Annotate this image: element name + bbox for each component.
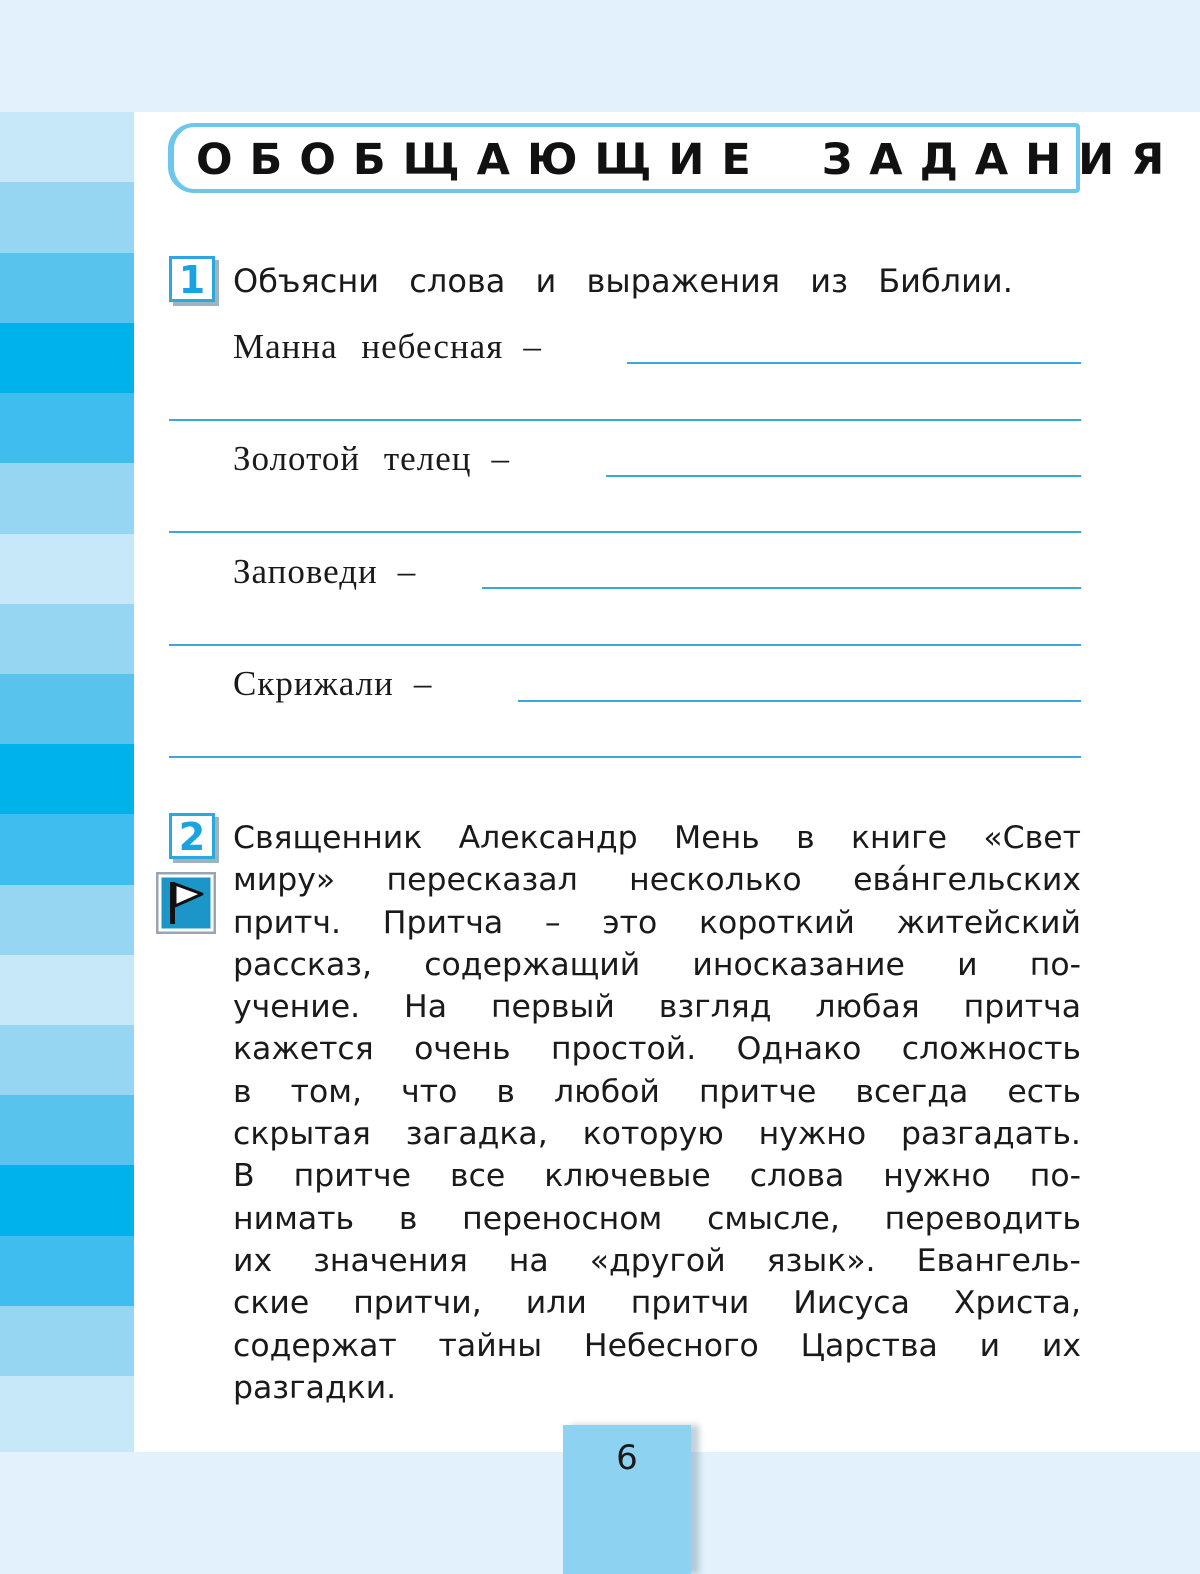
term-golden-calf bbox=[233, 439, 510, 479]
margin-stripes bbox=[0, 112, 134, 1452]
word: первый bbox=[490, 989, 615, 1026]
answer-line[interactable] bbox=[627, 362, 1081, 364]
word: что bbox=[401, 1073, 458, 1110]
word: нужно bbox=[758, 1116, 867, 1153]
word: тайны bbox=[438, 1327, 543, 1364]
answer-line[interactable] bbox=[518, 700, 1081, 702]
term-label: Манна небесная bbox=[233, 327, 504, 366]
word: любая bbox=[815, 989, 920, 1026]
text-line bbox=[233, 1028, 1081, 1070]
word: в bbox=[398, 1200, 418, 1237]
text-line bbox=[233, 1155, 1081, 1197]
word: очень bbox=[414, 1031, 511, 1068]
word: любой bbox=[554, 1073, 660, 1110]
word: язык». bbox=[766, 1242, 876, 1279]
word: Притча bbox=[382, 904, 504, 941]
answer-line[interactable] bbox=[169, 419, 1081, 421]
word: на bbox=[508, 1242, 549, 1279]
answer-line[interactable] bbox=[169, 644, 1081, 646]
word: Иисуса bbox=[793, 1285, 910, 1322]
word: сложность bbox=[901, 1031, 1081, 1068]
word: это bbox=[602, 904, 658, 941]
word: Христа, bbox=[953, 1285, 1081, 1322]
word: разгадать. bbox=[901, 1116, 1081, 1153]
word: их bbox=[233, 1242, 273, 1279]
word: или bbox=[525, 1285, 587, 1322]
word: «другой bbox=[589, 1242, 726, 1279]
term-commandments bbox=[233, 552, 416, 592]
word: пересказал bbox=[386, 862, 578, 899]
word: Однако bbox=[736, 1031, 862, 1068]
word: В bbox=[233, 1158, 255, 1195]
task-number-1: 1 bbox=[169, 256, 215, 302]
word: Небесного bbox=[583, 1327, 759, 1364]
word: На bbox=[404, 989, 448, 1026]
word: – bbox=[544, 904, 561, 941]
answer-line[interactable] bbox=[482, 587, 1081, 589]
flag-icon bbox=[156, 872, 216, 934]
text-line bbox=[233, 817, 1081, 859]
word: в bbox=[796, 820, 815, 856]
word: ключевые bbox=[544, 1158, 711, 1195]
word: Царства bbox=[800, 1327, 938, 1364]
word: взгляд bbox=[658, 989, 772, 1026]
task2-text bbox=[233, 817, 1081, 1409]
word: скрытая bbox=[233, 1116, 371, 1153]
word: в bbox=[233, 1073, 252, 1110]
text-line bbox=[233, 986, 1081, 1028]
text-line bbox=[233, 902, 1081, 944]
word: и bbox=[979, 1327, 1001, 1364]
word: все bbox=[450, 1158, 506, 1195]
word: Евангель- bbox=[916, 1242, 1081, 1279]
term-label: Скрижали bbox=[233, 664, 394, 703]
term-dash: – bbox=[523, 327, 542, 366]
word: рассказ, bbox=[233, 946, 373, 983]
word: несколько bbox=[629, 862, 802, 899]
text-line bbox=[233, 1282, 1081, 1324]
text-line bbox=[233, 1071, 1081, 1113]
term-manna bbox=[233, 327, 542, 367]
word: по- bbox=[1029, 1158, 1081, 1195]
word: иносказание bbox=[692, 946, 905, 983]
word: нимать bbox=[233, 1200, 355, 1237]
answer-line[interactable] bbox=[606, 475, 1081, 477]
word: содержат bbox=[233, 1327, 397, 1364]
word: притче bbox=[698, 1073, 817, 1110]
word: и bbox=[957, 946, 978, 983]
text-line bbox=[233, 859, 1081, 901]
word: миру» bbox=[233, 862, 336, 899]
text-line bbox=[233, 1240, 1081, 1282]
word: короткий bbox=[699, 904, 855, 941]
term-label: Золотой телец bbox=[233, 439, 472, 478]
section-title: ОБОБЩАЮЩИЕ ЗАДАНИЯ bbox=[196, 135, 1182, 185]
word: их bbox=[1041, 1327, 1081, 1364]
answer-line[interactable] bbox=[169, 756, 1081, 758]
word: Мень bbox=[674, 820, 760, 856]
word: притче bbox=[293, 1158, 412, 1195]
word: которую bbox=[582, 1116, 724, 1153]
word: переводить bbox=[884, 1200, 1081, 1237]
word: том, bbox=[290, 1073, 363, 1110]
word: притч. bbox=[233, 904, 342, 941]
word: всегда bbox=[855, 1073, 969, 1110]
word: ские bbox=[233, 1285, 310, 1322]
word: «Свет bbox=[983, 820, 1081, 856]
term-label: Заповеди bbox=[233, 552, 378, 591]
word: нужно bbox=[883, 1158, 991, 1195]
term-dash: – bbox=[413, 664, 433, 703]
text-line bbox=[233, 1325, 1081, 1367]
text-line bbox=[233, 1367, 1081, 1409]
term-dash: – bbox=[397, 552, 417, 591]
word: есть bbox=[1007, 1073, 1081, 1110]
word: притчи, bbox=[353, 1285, 482, 1322]
word: значения bbox=[313, 1242, 468, 1279]
word: разгадки. bbox=[233, 1369, 397, 1406]
word: в bbox=[496, 1073, 515, 1110]
word: простой. bbox=[550, 1031, 697, 1068]
word: ева́нгельских bbox=[853, 862, 1081, 899]
word: Александр bbox=[458, 820, 638, 856]
word: содержащий bbox=[424, 946, 641, 983]
word: кажется bbox=[233, 1031, 374, 1068]
word: книге bbox=[851, 820, 948, 856]
word: переносном bbox=[462, 1200, 663, 1237]
word: притчи bbox=[630, 1285, 750, 1322]
term-tablets bbox=[233, 664, 432, 704]
word: учение. bbox=[233, 989, 361, 1026]
task1-prompt: Объясни слова и выражения из Библии. bbox=[233, 262, 1013, 300]
term-dash: – bbox=[491, 439, 510, 478]
text-line bbox=[233, 1113, 1081, 1155]
word: загадка, bbox=[405, 1116, 548, 1153]
text-line bbox=[233, 1198, 1081, 1240]
task-number-2: 2 bbox=[169, 813, 215, 859]
word: слова bbox=[749, 1158, 845, 1195]
word: притча bbox=[963, 989, 1081, 1026]
word: житейский bbox=[896, 904, 1081, 941]
word: по- bbox=[1029, 946, 1081, 983]
text-line bbox=[233, 944, 1081, 986]
answer-line[interactable] bbox=[169, 531, 1081, 533]
page-number: 6 bbox=[616, 1438, 638, 1478]
word: смысле, bbox=[707, 1200, 840, 1237]
word: Священник bbox=[233, 820, 423, 856]
